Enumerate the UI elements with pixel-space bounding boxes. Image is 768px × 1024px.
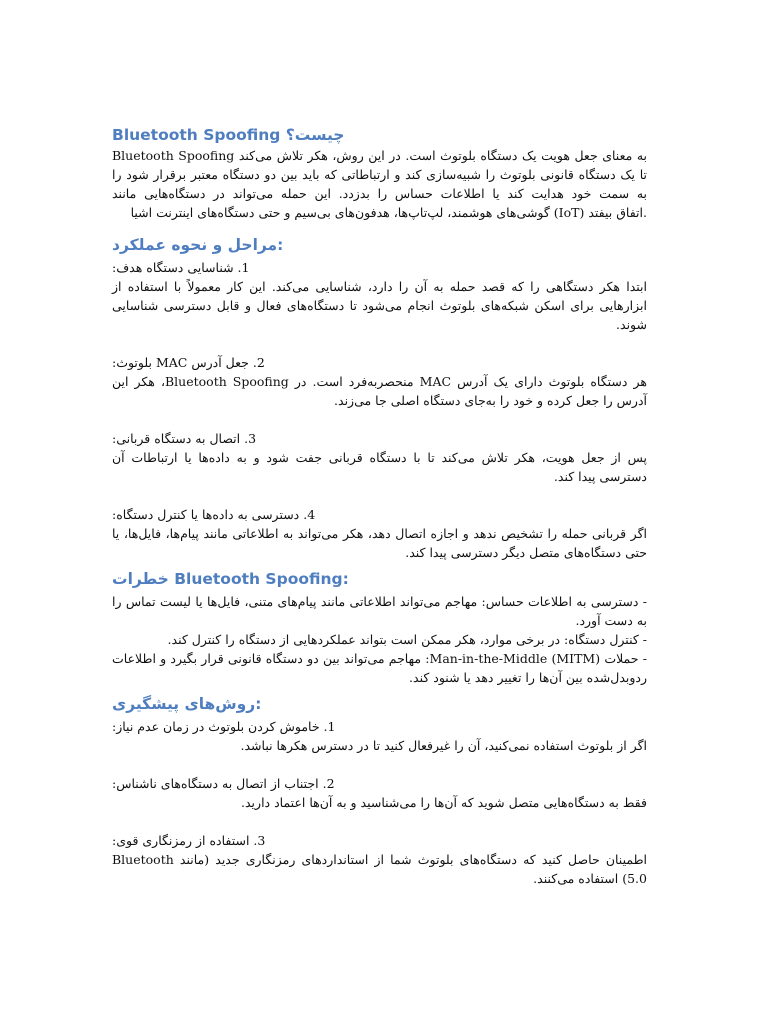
risk-item: - کنترل دستگاه: در برخی موارد، هکر ممکن است بتواند عملکردهایی از دستگاه را کنترل کند. (167, 632, 647, 647)
step-body: اگر قربانی حمله را تشخیص ندهد و اجازه اتصال دهد، هکر می‌تواند به اطلاعاتی مانند پیام‌ها، فایل‌ها، یا حتی دستگاه‌های متصل دیگر دسترسی پیدا کند. (112, 526, 647, 560)
step-body: ابتدا هکر دستگاهی را که قصد حمله به آن را دارد، شناسایی می‌کند. این کار معمولاً با استفاده از ابزارهایی برای اسکن شبکه‌های بلوتوث انجام می‌شود تا دستگاه‌های فعال و قابل دسترسی شناسایی شوند. (112, 279, 647, 332)
risk-item: - حملات Man-in-the-Middle (MITM): مهاجم می‌تواند بین دو دستگاه قانونی قرار بگیرد و اطلاعات ردوبدل‌شده بین آن‌ها را تغییر دهد یا شنود کند. (112, 651, 647, 685)
step-body: هر دستگاه بلوتوث دارای یک آدرس MAC منحصربه‌فرد است. در Bluetooth Spoofing، هکر این آدرس را جعل کرده و خود را به‌جای دستگاه اصلی جا می‌زند. (112, 374, 647, 408)
step-title: 3. اتصال به دستگاه قربانی: (112, 431, 257, 446)
step-body: پس از جعل هویت، هکر تلاش می‌کند تا با دستگاه قربانی جفت شود و به داده‌ها یا ارتباطات آن دسترسی پیدا کند. (112, 450, 647, 484)
prevention-body: فقط به دستگاه‌هایی متصل شوید که آن‌ها را می‌شناسید و به آن‌ها اعتماد دارید. (241, 795, 647, 810)
step-title: 2. جعل آدرس MAC بلوتوث: (112, 355, 265, 370)
prevention-body: اطمینان حاصل کنید که دستگاه‌های بلوتوث شما از استانداردهای رمزنگاری جدید (مانند Bluetooth 5.0) استفاده می‌کنند. (112, 852, 647, 886)
prevention-title: 1. خاموش کردن بلوتوث در زمان عدم نیاز: (112, 719, 336, 734)
section-heading-what-is: Bluetooth Spoofing چیست؟ (112, 126, 345, 144)
section-heading-prevention: روش‌های پیشگیری: (112, 695, 262, 713)
step-title: 4. دسترسی به داده‌ها یا کنترل دستگاه: (112, 507, 316, 522)
prevention-title: 2. اجتناب از اتصال به دستگاه‌های ناشناس: (112, 776, 335, 791)
risk-item: - دسترسی به اطلاعات حساس: مهاجم می‌تواند اطلاعاتی مانند پیام‌های متنی، فایل‌ها یا لیست تماس را به دست آورد. (112, 594, 647, 628)
prevention-body: اگر از بلوتوث استفاده نمی‌کنید، آن را غیرفعال کنید تا در دسترس هکرها نباشد. (240, 738, 647, 753)
intro-paragraph: Bluetooth Spoofing به معنای جعل هویت یک دستگاه بلوتوث است. در این روش، هکر تلاش می‌کند تا یک دستگاه قانونی بلوتوث را شبیه‌سازی کند و ارتباطاتی که باید بین دو دستگاه معتبر برقرار شود را به سمت خود هدایت کند یا اطلاعات حساس را بدزدد. این حمله می‌تواند در دستگاه‌هایی مانند گوشی‌های هوشمند، لپ‌تاپ‌ها، هدفون‌های بی‌سیم و حتی دستگاه‌های اینترنت اشیا (IoT) اتفاق بیفتد. (112, 148, 647, 220)
section-heading-risks: خطرات Bluetooth Spoofing: (112, 570, 349, 588)
step-title: 1. شناسایی دستگاه هدف: (112, 260, 250, 275)
prevention-title: 3. استفاده از رمزنگاری قوی: (112, 833, 266, 848)
section-heading-stages: مراحل و نحوه عملکرد: (112, 236, 284, 254)
document-page (112, 124, 647, 888)
